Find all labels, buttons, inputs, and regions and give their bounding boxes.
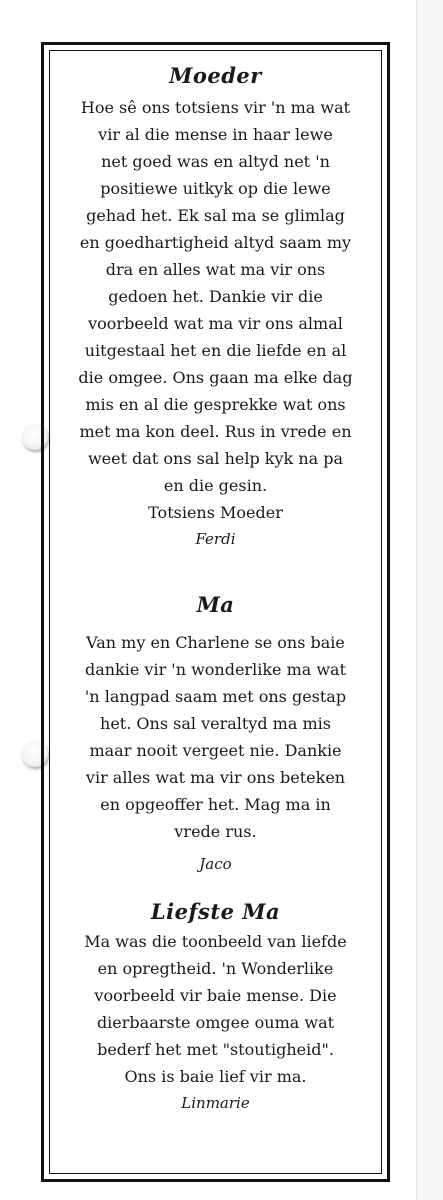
poem-body [55,928,376,1090]
tribute-section-liefste-ma [55,898,376,1117]
poem-line: het. Ons sal veraltyd ma mis [100,714,331,733]
poem-line: Van my en Charlene se ons baie [86,633,345,652]
poem-line: positiewe uitkyk op die lewe [100,179,331,198]
adjacent-page-edge [416,0,443,1200]
author-name: Jaco [199,855,232,873]
poem-line: en opgeoffer het. Mag ma in [100,795,331,814]
poem-line: die omgee. Ons gaan ma elke dag [78,368,353,387]
poem-line: uitgestaal het en die liefde en al [84,341,347,360]
poem-line: 'n langpad saam met ons gestap [84,687,347,706]
poem-line: vir al die mense in haar lewe [98,125,333,144]
poem-line: dra en alles wat ma vir ons [105,260,326,279]
poem-line: met ma kon deel. Rus in vrede en [79,422,352,441]
section-title: Ma [196,592,235,617]
poem-line: en goedhartigheid altyd saam my [79,233,352,252]
tribute-section-moeder [55,58,376,553]
poem-body [55,629,376,845]
poem-line: Ons is baie lief vir ma. [124,1067,307,1086]
poem-line: weet dat ons sal help kyk na pa [87,449,344,468]
poem-line: dankie vir 'n wonderlike ma wat [84,660,347,679]
poem-line: vir alles wat ma vir ons beteken [85,768,346,787]
poem-line: voorbeeld wat ma vir ons almal [88,314,343,333]
poem-line: Ma was die toonbeeld van liefde [84,932,347,951]
section-title: Moeder [169,63,262,88]
poem-line: maar nooit vergeet nie. Dankie [89,741,342,760]
section-title: Liefste Ma [150,899,281,924]
poem-line: bederf het met "stoutigheid". [97,1040,334,1059]
poem-line: dierbaarste omgee ouma wat [96,1013,335,1032]
poem-line: vrede rus. [174,822,257,841]
poem-line: mis en al die gesprekke wat ons [85,395,346,414]
poem-line: voorbeeld vir baie mense. Die [94,986,337,1005]
poem-body [55,94,376,499]
poem-line: gedoen het. Dankie vir die [108,287,323,306]
author-name: Ferdi [195,530,236,548]
poem-line: en opregtheid. 'n Wonderlike [97,959,334,978]
poem-line: net goed was en altyd net 'n [101,152,330,171]
tribute-section-ma [55,591,376,878]
author-name: Linmarie [181,1094,250,1112]
poem-line: gehad het. Ek sal ma se glimlag [86,206,345,225]
poem-line: en die gesin. [163,476,268,495]
poem-line: Hoe sê ons totsiens vir 'n ma wat [80,98,351,117]
signoff: Totsiens Moeder [148,503,283,522]
